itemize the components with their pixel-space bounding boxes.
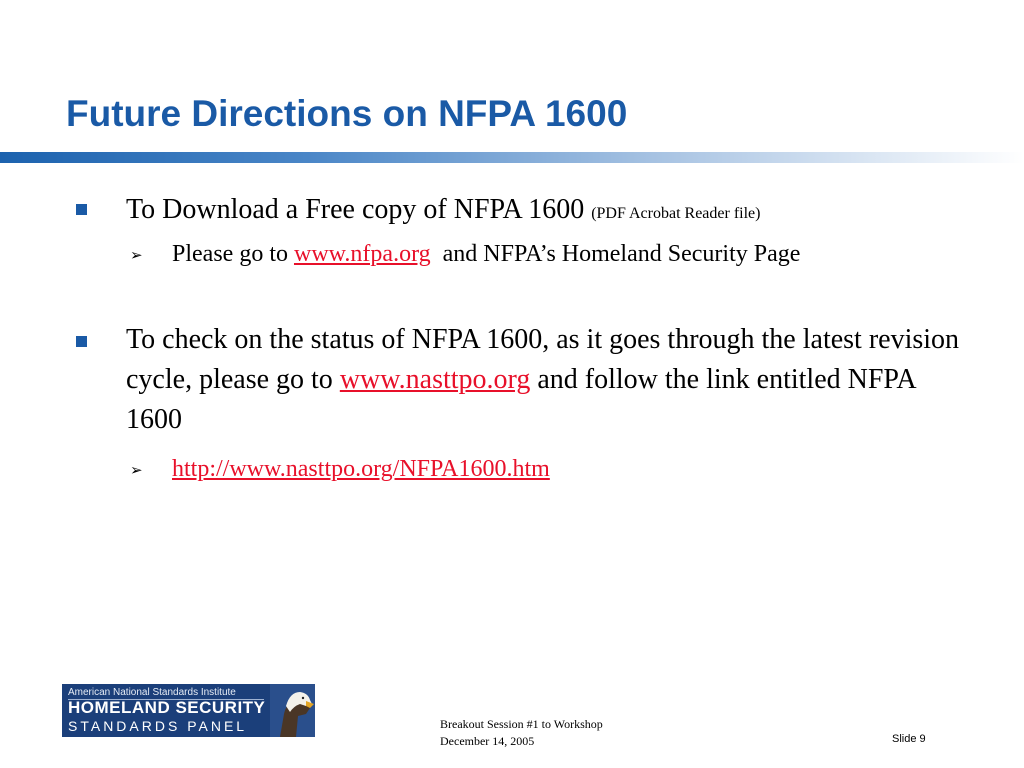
sub-bullet-nasttpo <box>172 451 952 488</box>
logo-line-standards: STANDARDS PANEL <box>68 718 248 734</box>
logo-line-ansi: American National Standards Institute <box>68 687 236 698</box>
arrow-bullet-icon: ➢ <box>130 246 143 264</box>
footer-info <box>440 716 603 750</box>
bullet-download-note: (PDF Acrobat Reader file) <box>591 205 761 222</box>
logo-line-homeland: HOMELAND SECURITY <box>68 698 266 717</box>
slide-number: Slide 9 <box>892 733 926 745</box>
eagle-icon <box>270 684 315 737</box>
nfpa1600-page-link[interactable]: http://www.nasttpo.org/NFPA1600.htm <box>172 456 550 482</box>
hssp-logo <box>62 684 315 737</box>
nfpa-link[interactable]: www.nfpa.org <box>293 241 431 267</box>
slide-title: Future Directions on NFPA 1600 <box>66 93 628 134</box>
footer-date: December 14, 2005 <box>440 734 535 748</box>
square-bullet-icon <box>76 204 87 215</box>
arrow-bullet-icon: ➢ <box>130 461 143 479</box>
bullet-status-pre: To check on the status of NFPA 1600, as it goes through the latest revision cycle, please go to <box>126 324 960 395</box>
title-underline-bar <box>0 152 1024 163</box>
bullet-status <box>126 320 966 440</box>
bullet-download-text: To Download a Free copy of NFPA 1600 <box>126 194 592 225</box>
sub-bullet-nfpa-post: and NFPA’s Homeland Security Page <box>430 241 801 267</box>
square-bullet-icon <box>76 336 87 347</box>
bullet-download <box>126 190 966 234</box>
footer-session: Breakout Session #1 to Workshop <box>440 717 603 731</box>
bullet-status-post: and follow the link entitled NFPA 1600 <box>126 364 916 435</box>
sub-bullet-nfpa-pre: Please go to <box>172 241 294 267</box>
sub-bullet-nfpa <box>172 236 952 273</box>
nasttpo-link[interactable]: www.nasttpo.org <box>339 364 531 395</box>
